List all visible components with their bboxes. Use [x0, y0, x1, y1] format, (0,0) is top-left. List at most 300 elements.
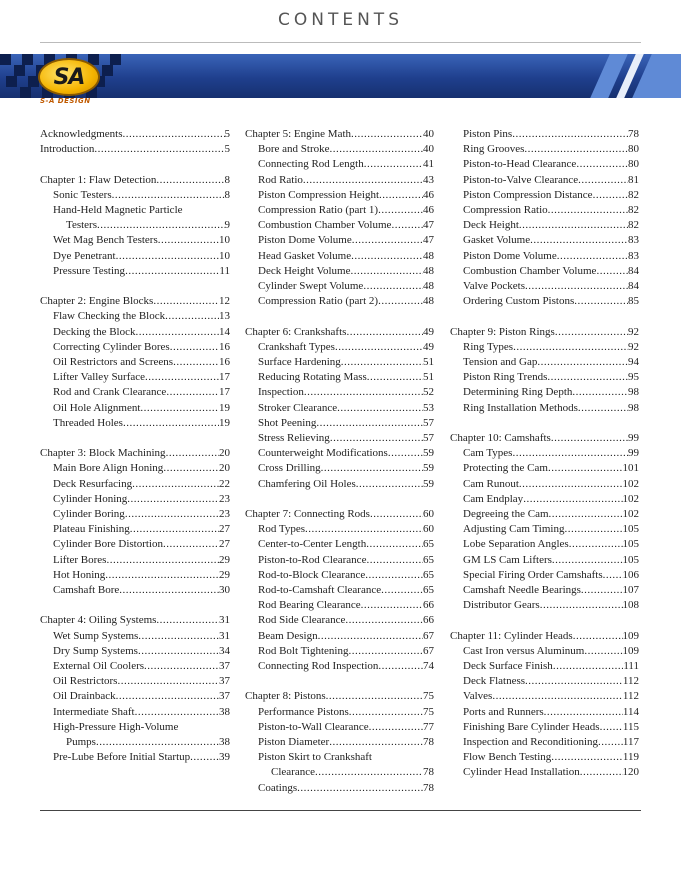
toc-entry-title: Camshaft Needle Bearings: [463, 584, 581, 597]
dot-leader: [350, 264, 423, 279]
toc-entry[interactable]: [245, 249, 434, 264]
toc-entry[interactable]: [40, 689, 230, 704]
toc-entry[interactable]: [245, 598, 434, 613]
toc-entry-title: Center-to-Center Length: [258, 538, 367, 551]
toc-entry-title: Cam Types: [463, 447, 513, 460]
toc-page-number: 80: [628, 143, 639, 156]
dot-leader: [163, 537, 219, 552]
toc-entry[interactable]: [245, 188, 434, 203]
toc-entry[interactable]: [450, 279, 639, 294]
toc-entry-title: Gasket Volume: [463, 234, 531, 247]
toc-entry[interactable]: [450, 659, 639, 674]
toc-entry[interactable]: [245, 583, 434, 598]
toc-entry[interactable]: [40, 233, 230, 248]
toc-entry[interactable]: [450, 537, 639, 552]
toc-entry-title: Testers: [66, 219, 97, 232]
toc-entry[interactable]: [450, 355, 639, 370]
toc-page-number: 37: [219, 675, 230, 688]
toc-page-number: 47: [423, 219, 434, 232]
dot-leader: [367, 370, 423, 385]
toc-entry[interactable]: [245, 461, 434, 476]
toc-page-number: 40: [423, 128, 434, 140]
toc-entry[interactable]: [450, 477, 639, 492]
toc-page-number: 29: [219, 553, 230, 566]
toc-entry-title: Threaded Holes: [53, 416, 123, 429]
toc-entry[interactable]: [40, 705, 230, 720]
toc-page-number: 51: [423, 356, 434, 369]
toc-entry[interactable]: [245, 157, 434, 172]
dot-leader: [363, 279, 423, 294]
toc-entry[interactable]: [450, 340, 639, 355]
toc-entry[interactable]: [450, 401, 639, 416]
toc-page-number: 75: [423, 690, 434, 703]
toc-page-number: 82: [628, 204, 639, 217]
toc-entry[interactable]: [450, 385, 639, 400]
toc-chapter-heading[interactable]: [40, 142, 230, 157]
toc-entry-title: Cylinder Bore Distortion: [53, 538, 163, 551]
toc-entry[interactable]: [450, 188, 639, 203]
checker-square: [102, 65, 113, 76]
toc-entry[interactable]: [450, 173, 639, 188]
toc-entry[interactable]: [450, 689, 639, 704]
checker-square: [20, 87, 31, 98]
dot-leader: [549, 507, 623, 522]
toc-entry[interactable]: [40, 461, 230, 476]
toc-chapter: [245, 325, 434, 492]
toc-entry[interactable]: [245, 340, 434, 355]
toc-entry-title: Dye Penetrant: [53, 249, 116, 262]
dot-leader: [156, 173, 224, 188]
toc-chapter: [245, 689, 434, 795]
toc-entry[interactable]: [450, 142, 639, 157]
dot-leader: [551, 431, 628, 446]
toc-entry-title: Chapter 8: Pistons: [245, 690, 326, 703]
toc-page-number: 5: [224, 128, 230, 140]
toc-entry[interactable]: [245, 355, 434, 370]
toc-page-number: 117: [622, 736, 639, 749]
toc-entry[interactable]: [40, 325, 230, 340]
dot-leader: [369, 720, 423, 735]
toc-page-number: 107: [622, 584, 639, 597]
toc-chapter: [245, 507, 434, 674]
toc-entry-title: Piston-to-Rod Clearance: [258, 553, 367, 566]
toc-entry[interactable]: [450, 568, 639, 583]
toc-entry-title: Piston-to-Valve Clearance: [463, 173, 579, 186]
toc-page-number: 115: [622, 720, 639, 733]
toc-entry[interactable]: [40, 553, 230, 568]
toc-entry[interactable]: [450, 750, 639, 765]
toc-page-number: 83: [628, 234, 639, 247]
toc-entry[interactable]: [40, 583, 230, 598]
sa-design-logo: [38, 58, 100, 96]
dot-leader: [512, 446, 628, 461]
toc-entry[interactable]: [40, 659, 230, 674]
toc-entry-title: Counterweight Modifications: [258, 447, 388, 460]
toc-page-number: 101: [622, 462, 639, 475]
toc-entry[interactable]: [450, 553, 639, 568]
toc-entry[interactable]: [245, 233, 434, 248]
page-title: CONTENTS: [278, 10, 403, 30]
toc-page-number: 13: [219, 310, 230, 323]
toc-chapter-heading[interactable]: [245, 325, 434, 340]
toc-entry[interactable]: [245, 294, 434, 309]
dot-leader: [525, 279, 628, 294]
toc-entry-title: Special Firing Order Camshafts: [463, 568, 603, 581]
toc-entry[interactable]: [245, 370, 434, 385]
toc-page-number: 5: [224, 143, 230, 156]
toc-page-number: 83: [628, 249, 639, 262]
header-banner: [0, 54, 681, 98]
toc-entry[interactable]: [450, 522, 639, 537]
toc-entry[interactable]: [40, 750, 230, 765]
toc-entry[interactable]: [450, 461, 639, 476]
dot-leader: [512, 127, 628, 142]
dot-leader: [329, 735, 423, 750]
toc-chapter-heading[interactable]: [450, 431, 639, 446]
toc-entry[interactable]: [450, 644, 639, 659]
toc-page-number: 10: [219, 249, 230, 262]
dot-leader: [144, 659, 219, 674]
toc-entry[interactable]: [450, 507, 639, 522]
dot-leader: [166, 446, 219, 461]
toc-entry[interactable]: [40, 355, 230, 370]
dot-leader: [351, 127, 423, 142]
toc-entry[interactable]: [450, 735, 639, 750]
toc-page-number: 49: [423, 325, 434, 338]
toc-entry-title: Cylinder Swept Volume: [258, 280, 364, 293]
toc-entry[interactable]: [450, 294, 639, 309]
toc-entry-title: Protecting the Cam: [463, 462, 548, 475]
toc-entry[interactable]: [450, 127, 639, 142]
dot-leader: [125, 264, 219, 279]
toc-entry-title: Flaw Checking the Block: [53, 310, 166, 323]
dot-leader: [366, 537, 423, 552]
toc-chapter-heading[interactable]: [40, 127, 230, 142]
toc-chapter-heading[interactable]: [40, 446, 230, 461]
toc-entry[interactable]: [40, 218, 230, 233]
toc-page-number: 38: [219, 705, 230, 718]
dot-leader: [364, 157, 423, 172]
toc-page-number: 20: [219, 462, 230, 475]
toc-chapter-heading[interactable]: [40, 294, 230, 309]
toc-entry-title: Combustion Chamber Volume: [258, 219, 392, 232]
toc-entry[interactable]: [450, 446, 639, 461]
toc-entry[interactable]: [40, 492, 230, 507]
dot-leader: [600, 720, 623, 735]
toc-entry-title: Reducing Rotating Mass: [258, 371, 367, 384]
toc-entry[interactable]: [40, 264, 230, 279]
dot-leader: [551, 750, 623, 765]
toc-entry[interactable]: [245, 720, 434, 735]
toc-entry-title: Performance Pistons: [258, 705, 349, 718]
dot-leader: [547, 370, 628, 385]
toc-page-number: 48: [423, 249, 434, 262]
dot-leader: [122, 127, 224, 142]
toc-entry-title: Rod Ratio: [258, 173, 303, 186]
toc-entry[interactable]: [245, 218, 434, 233]
toc-entry-title: Valve Pockets: [463, 280, 526, 293]
toc-entry[interactable]: [40, 249, 230, 264]
toc-entry-title: Deck Resurfacing: [53, 477, 133, 490]
toc-entry-title: Piston-to-Wall Clearance: [258, 720, 369, 733]
dot-leader: [603, 568, 623, 583]
toc-chapter-heading[interactable]: [450, 325, 639, 340]
toc-entry[interactable]: [245, 781, 434, 796]
toc-entry[interactable]: [40, 507, 230, 522]
dot-leader: [378, 659, 423, 674]
dot-leader: [573, 629, 623, 644]
dot-leader: [140, 401, 219, 416]
dot-leader: [117, 674, 219, 689]
toc-page-number: 78: [423, 781, 434, 794]
dot-leader: [156, 613, 219, 628]
toc-entry[interactable]: [245, 568, 434, 583]
toc-entry-title: Dry Sump Systems: [53, 644, 138, 657]
toc-page-number: 8: [224, 188, 230, 201]
toc-entry-title: Stress Relieving: [258, 432, 330, 445]
dot-leader: [572, 385, 628, 400]
toc-page-number: 48: [423, 280, 434, 293]
toc-entry-title: Hand-Held Magnetic Particle: [53, 204, 183, 216]
toc-entry-title: Intermediate Shaft: [53, 705, 135, 718]
toc-page-number: 111: [623, 660, 639, 673]
dot-leader: [106, 553, 219, 568]
dot-leader: [105, 568, 219, 583]
toc-page-number: 95: [628, 371, 639, 384]
toc-page-number: 114: [622, 705, 639, 718]
toc-page-number: 75: [423, 705, 434, 718]
toc-chapter: [450, 629, 639, 781]
checker-square: [6, 76, 17, 87]
toc-page-number: 92: [628, 325, 639, 338]
toc-entry[interactable]: [245, 142, 434, 157]
dot-leader: [524, 142, 628, 157]
dot-leader: [163, 461, 219, 476]
toc-page-number: 53: [423, 401, 434, 414]
toc-chapter-heading[interactable]: [245, 127, 434, 142]
toc-entry[interactable]: [40, 644, 230, 659]
dot-leader: [116, 689, 219, 704]
toc-page-number: 39: [219, 751, 230, 764]
toc-entry-title: Stroker Clearance: [258, 401, 338, 414]
toc-page-number: 109: [622, 644, 639, 657]
toc-entry[interactable]: [40, 340, 230, 355]
toc-entry[interactable]: [450, 583, 639, 598]
toc-entry[interactable]: [40, 629, 230, 644]
toc-entry-title: Piston Dome Volume: [463, 249, 557, 262]
toc-entry-title: Chapter 7: Connecting Rods: [245, 508, 370, 521]
toc-page-number: 57: [423, 432, 434, 445]
toc-page-number: 106: [622, 568, 639, 581]
toc-entry[interactable]: [245, 401, 434, 416]
toc-entry[interactable]: [40, 674, 230, 689]
toc-chapter-heading[interactable]: [245, 507, 434, 522]
toc-entry[interactable]: [40, 477, 230, 492]
toc-page-number: 65: [423, 553, 434, 566]
toc-page-number: 105: [622, 523, 639, 536]
toc-entry[interactable]: [450, 218, 639, 233]
toc-entry[interactable]: [245, 416, 434, 431]
toc-chapter-heading[interactable]: [40, 613, 230, 628]
toc-entry-title: Deck Flatness: [463, 675, 526, 688]
toc-page-number: 31: [219, 629, 230, 642]
dot-leader: [391, 218, 423, 233]
dot-leader: [381, 583, 423, 598]
dot-leader: [366, 553, 423, 568]
dot-leader: [315, 765, 423, 780]
toc-entry[interactable]: [245, 279, 434, 294]
toc-entry-title: Valves: [463, 690, 493, 703]
toc-entry[interactable]: [450, 233, 639, 248]
dot-leader: [378, 294, 423, 309]
toc-entry[interactable]: [450, 203, 639, 218]
toc-entry[interactable]: [245, 203, 434, 218]
dot-leader: [138, 644, 219, 659]
dot-leader: [145, 370, 219, 385]
toc-entry-title: Chapter 3: Block Machining: [40, 447, 166, 460]
toc-entry[interactable]: [450, 705, 639, 720]
toc-entry[interactable]: [40, 416, 230, 431]
dot-leader: [552, 553, 623, 568]
toc-entry-title: Piston Pins: [463, 128, 513, 140]
dot-leader: [135, 705, 219, 720]
toc-entry[interactable]: [245, 385, 434, 400]
toc-entry[interactable]: [245, 553, 434, 568]
toc-chapter-heading[interactable]: [40, 173, 230, 188]
toc-entry[interactable]: [40, 370, 230, 385]
toc-entry[interactable]: [450, 370, 639, 385]
dot-leader: [553, 659, 624, 674]
toc-entry-title: Piston Compression Height: [258, 188, 380, 201]
toc-page-number: 59: [423, 462, 434, 475]
toc-entry[interactable]: [40, 401, 230, 416]
toc-entry[interactable]: [245, 537, 434, 552]
toc-page-number: 9: [224, 219, 230, 232]
toc-page-number: 67: [423, 644, 434, 657]
toc-chapter: [450, 325, 639, 416]
toc-entry[interactable]: [450, 492, 639, 507]
dot-leader: [557, 249, 628, 264]
toc-entry-title: Rod Side Clearance: [258, 614, 346, 627]
toc-entry[interactable]: [40, 568, 230, 583]
toc-page-number: 119: [622, 751, 639, 764]
toc-chapter-heading[interactable]: [245, 689, 434, 704]
toc-column-2: [245, 127, 434, 811]
toc-entry-title: Cam Runout: [463, 477, 519, 490]
toc-page-number: 92: [628, 340, 639, 353]
toc-entry-title: Beam Design: [258, 629, 318, 642]
toc-entry[interactable]: [40, 522, 230, 537]
toc-entry[interactable]: [245, 659, 434, 674]
toc-entry-title: Piston-to-Head Clearance: [463, 158, 577, 171]
toc-page-number: 23: [219, 492, 230, 505]
dot-leader: [519, 477, 623, 492]
toc-entry-title: External Oil Coolers: [53, 660, 145, 673]
toc-entry-title: Chapter 2: Engine Blocks: [40, 295, 154, 308]
toc-page-number: 120: [622, 766, 639, 779]
toc-entry-title: Chapter 5: Engine Math: [245, 128, 352, 140]
dot-leader: [578, 401, 628, 416]
toc-entry-title: Adjusting Cam Timing: [463, 523, 565, 536]
toc-entry[interactable]: [450, 720, 639, 735]
toc-chapter-heading[interactable]: [450, 629, 639, 644]
dot-leader: [548, 461, 623, 476]
toc-page-number: 99: [628, 432, 639, 445]
toc-entry[interactable]: [245, 629, 434, 644]
toc-entry[interactable]: [450, 598, 639, 613]
toc-page-number: 17: [219, 386, 230, 399]
toc-entry[interactable]: [245, 173, 434, 188]
footer-divider: [40, 810, 641, 811]
dot-leader: [596, 264, 628, 279]
toc-entry-title: Clearance: [271, 766, 315, 779]
toc-entry-title: Rod Bolt Tightening: [258, 644, 349, 657]
toc-entry[interactable]: [245, 613, 434, 628]
toc-entry-title: Connecting Rod Inspection: [258, 660, 379, 673]
toc-entry[interactable]: [40, 735, 230, 750]
toc-entry-title: Coatings: [258, 781, 298, 794]
toc-entry-title: Pressure Testing: [53, 264, 126, 277]
toc-column-1: [40, 127, 230, 781]
dot-leader: [127, 492, 219, 507]
toc-entry[interactable]: [450, 249, 639, 264]
toc-entry[interactable]: [40, 309, 230, 324]
toc-entry[interactable]: [40, 188, 230, 203]
toc-page-number: 105: [622, 538, 639, 551]
toc-entry[interactable]: [40, 385, 230, 400]
dot-leader: [370, 507, 423, 522]
toc-entry[interactable]: [245, 446, 434, 461]
toc-entry[interactable]: [450, 264, 639, 279]
toc-page-number: 30: [219, 584, 230, 597]
toc-page-number: 98: [628, 386, 639, 399]
toc-entry[interactable]: [245, 264, 434, 279]
toc-entry[interactable]: [245, 477, 434, 492]
toc-entry-title: Wet Sump Systems: [53, 629, 139, 642]
toc-entry-title: Oil Restrictors: [53, 675, 118, 688]
toc-entry-title: Cam Endplay: [463, 492, 524, 505]
toc-page-number: 16: [219, 356, 230, 369]
toc-entry[interactable]: [245, 522, 434, 537]
toc-entry-title: Surface Hardening: [258, 356, 341, 369]
toc-page-number: 78: [423, 736, 434, 749]
toc-entry-title: Hot Honing: [53, 568, 106, 581]
toc-entry[interactable]: [245, 644, 434, 659]
toc-entry-title: Camshaft Bore: [53, 584, 120, 597]
dot-leader: [525, 674, 623, 689]
toc-entry[interactable]: [450, 765, 639, 780]
toc-page-number: 41: [423, 158, 434, 171]
toc-entry[interactable]: [245, 431, 434, 446]
toc-entry-title: Compression Ratio (part 2): [258, 295, 379, 308]
toc-entry-title: Rod Bearing Clearance: [258, 599, 361, 612]
toc-entry-title: Decking the Block: [53, 325, 136, 338]
toc-entry-title: Oil Restrictors and Screens: [53, 356, 174, 369]
toc-entry[interactable]: [450, 674, 639, 689]
dot-leader: [119, 583, 219, 598]
toc-entry[interactable]: [450, 157, 639, 172]
toc-entry-title: Piston Skirt to Crankshaft: [258, 751, 372, 764]
toc-page-number: 82: [628, 219, 639, 232]
toc-entry[interactable]: [245, 735, 434, 750]
dot-leader: [305, 522, 423, 537]
dot-leader: [348, 644, 423, 659]
dot-leader: [581, 583, 623, 598]
toc-entry[interactable]: [245, 765, 434, 780]
toc-entry[interactable]: [40, 537, 230, 552]
toc-entry[interactable]: [245, 705, 434, 720]
dot-leader: [540, 598, 623, 613]
